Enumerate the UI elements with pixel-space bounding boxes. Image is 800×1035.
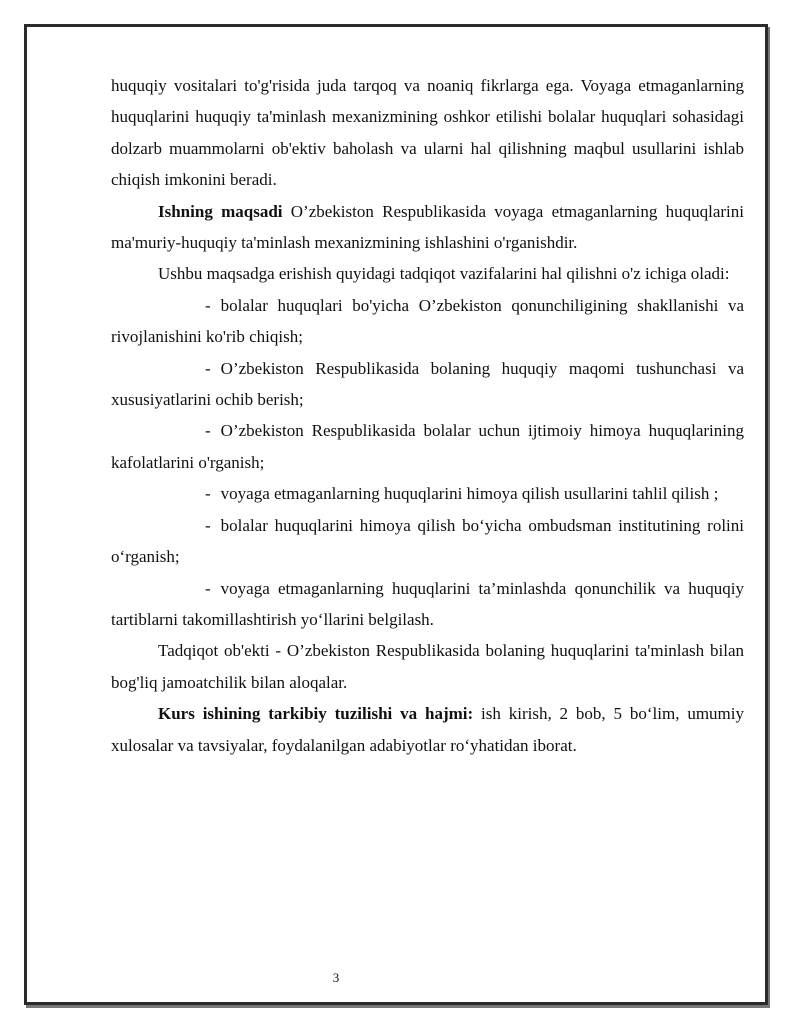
task-item-1 xyxy=(111,290,744,353)
task-text: O’zbekiston Respublikasida bolaning huquqiy maqomi tushunchasi va xususiyatlarini ochib berish; xyxy=(111,358,744,410)
goal-heading: Ishning maqsadi xyxy=(158,201,283,221)
task-item-2 xyxy=(111,353,744,416)
task-item-5 xyxy=(111,510,744,573)
goal-text: O’zbekiston Respublikasida voyaga etmaganlarning huquqlarini ma'muriy-huquqiy ta'minlash mexanizmining ishlashini o'rganishdir. xyxy=(111,201,744,253)
paragraph-structure xyxy=(111,698,744,761)
task-text: bolalar huquqlari bo'yicha O’zbekiston qonunchiligining shakllanishi va rivojlanishini ko'rib chiqish; xyxy=(111,295,744,347)
structure-text: ish kirish, 2 bob, 5 bo‘lim, umumiy xulosalar va tavsiyalar, foydalanilgan adabiyotlar ro‘yhatidan iborat. xyxy=(111,704,745,755)
dash-bullet: - xyxy=(205,578,211,598)
dash-bullet: - xyxy=(205,515,211,535)
dash-bullet: - xyxy=(205,421,211,441)
paragraph-goal xyxy=(111,196,744,259)
page-number: 3 xyxy=(332,970,340,985)
task-item-3 xyxy=(111,415,744,478)
task-text: O’zbekiston Respublikasida bolalar uchun ijtimoiy himoya huquqlarining kafolatlarini o'rganish; xyxy=(111,421,744,472)
dash-bullet: - xyxy=(205,484,211,504)
task-text: voyaga etmaganlarning huquqlarini himoya qilish usullarini tahlil qilish ; xyxy=(220,484,719,504)
task-text: bolalar huquqlarini himoya qilish bo‘yicha ombudsman institutining rolini o‘rganish; xyxy=(111,515,744,567)
task-text: voyaga etmaganlarning huquqlarini ta’minlashda qonunchilik va huquqiy tartiblarni takomillashtirish yo‘llarini belgilash. xyxy=(111,578,744,629)
paragraph-intro: huquqiy vositalari to'g'risida juda tarqoq va noaniq fikrlarga ega. Voyaga etmaganlarning huquqlarini huquqiy ta'minlash mexanizmining oshkor etilishi bolalar huquqlari sohasidagi dolzarb muammolarni ob'ektiv baholash va ularni hal qilishning maqbul usullarini ishlab chiqish imkonini beradi. xyxy=(111,76,744,190)
paragraph-object: Tadqiqot ob'ekti - O’zbekiston Respublikasida bolaning huquqlarini ta'minlash bilan bog'liq jamoatchilik bilan aloqalar. xyxy=(111,641,744,692)
document-body xyxy=(111,70,744,761)
paragraph-tasks-intro: Ushbu maqsadga erishish quyidagi tadqiqot vazifalarini hal qilishni o'z ichiga oladi: xyxy=(158,264,730,284)
dash-bullet: - xyxy=(205,295,211,315)
task-item-6 xyxy=(111,573,744,636)
task-item-4 xyxy=(111,478,744,509)
structure-heading: Kurs ishining tarkibiy tuzilishi va hajmi: xyxy=(158,704,474,724)
dash-bullet: - xyxy=(205,358,211,378)
